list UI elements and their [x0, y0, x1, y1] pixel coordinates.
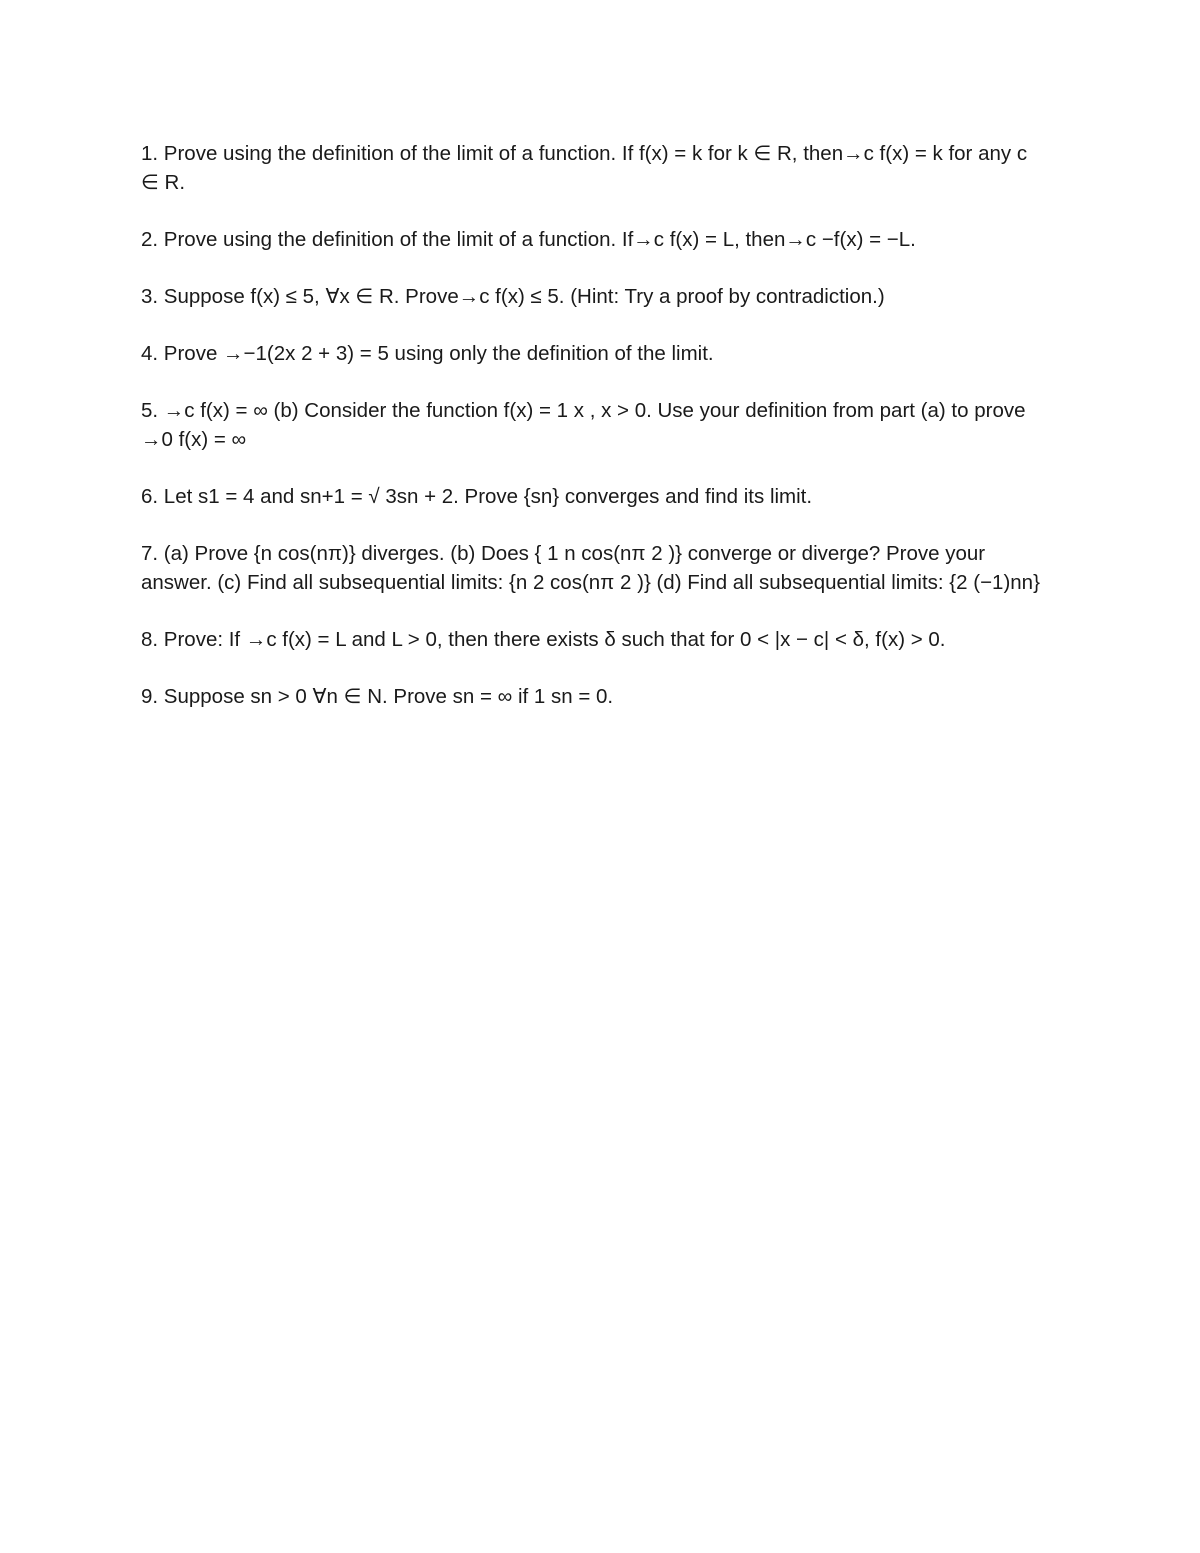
problem-1: 1. Prove using the definition of the limit of a function. If f(x) = k for k ∈ R, then→c f(x) = k for any c ∈ R. [141, 142, 1028, 194]
problem-6: 6. Let s1 = 4 and sn+1 = √ 3sn + 2. Prove {sn} converges and find its limit. [141, 485, 813, 508]
problem-9: 9. Suppose sn > 0 ∀n ∈ N. Prove sn = ∞ if 1 sn = 0. [141, 685, 614, 708]
problem-2: 2. Prove using the definition of the limit of a function. If→c f(x) = L, then→c −f(x) = −L. [141, 228, 916, 251]
problem-list [141, 139, 1041, 739]
problem-8: 8. Prove: If →c f(x) = L and L > 0, then there exists δ such that for 0 < |x − c| < δ, f(x) > 0. [141, 628, 946, 651]
problem-7: 7. (a) Prove {n cos(nπ)} diverges. (b) Does { 1 n cos(nπ 2 )} converge or diverge? Prove your answer. (c) Find all subsequential limits: {n 2 cos(nπ 2 )} (d) Find all subsequential limits: {2 (−1)nn} [141, 542, 1040, 594]
problem-4: 4. Prove →−1(2x 2 + 3) = 5 using only the definition of the limit. [141, 342, 714, 365]
problem-3: 3. Suppose f(x) ≤ 5, ∀x ∈ R. Prove→c f(x) ≤ 5. (Hint: Try a proof by contradiction.) [141, 285, 885, 308]
problem-5: 5. →c f(x) = ∞ (b) Consider the function f(x) = 1 x , x > 0. Use your definition from part (a) to prove →0 f(x) = ∞ [141, 399, 1026, 451]
